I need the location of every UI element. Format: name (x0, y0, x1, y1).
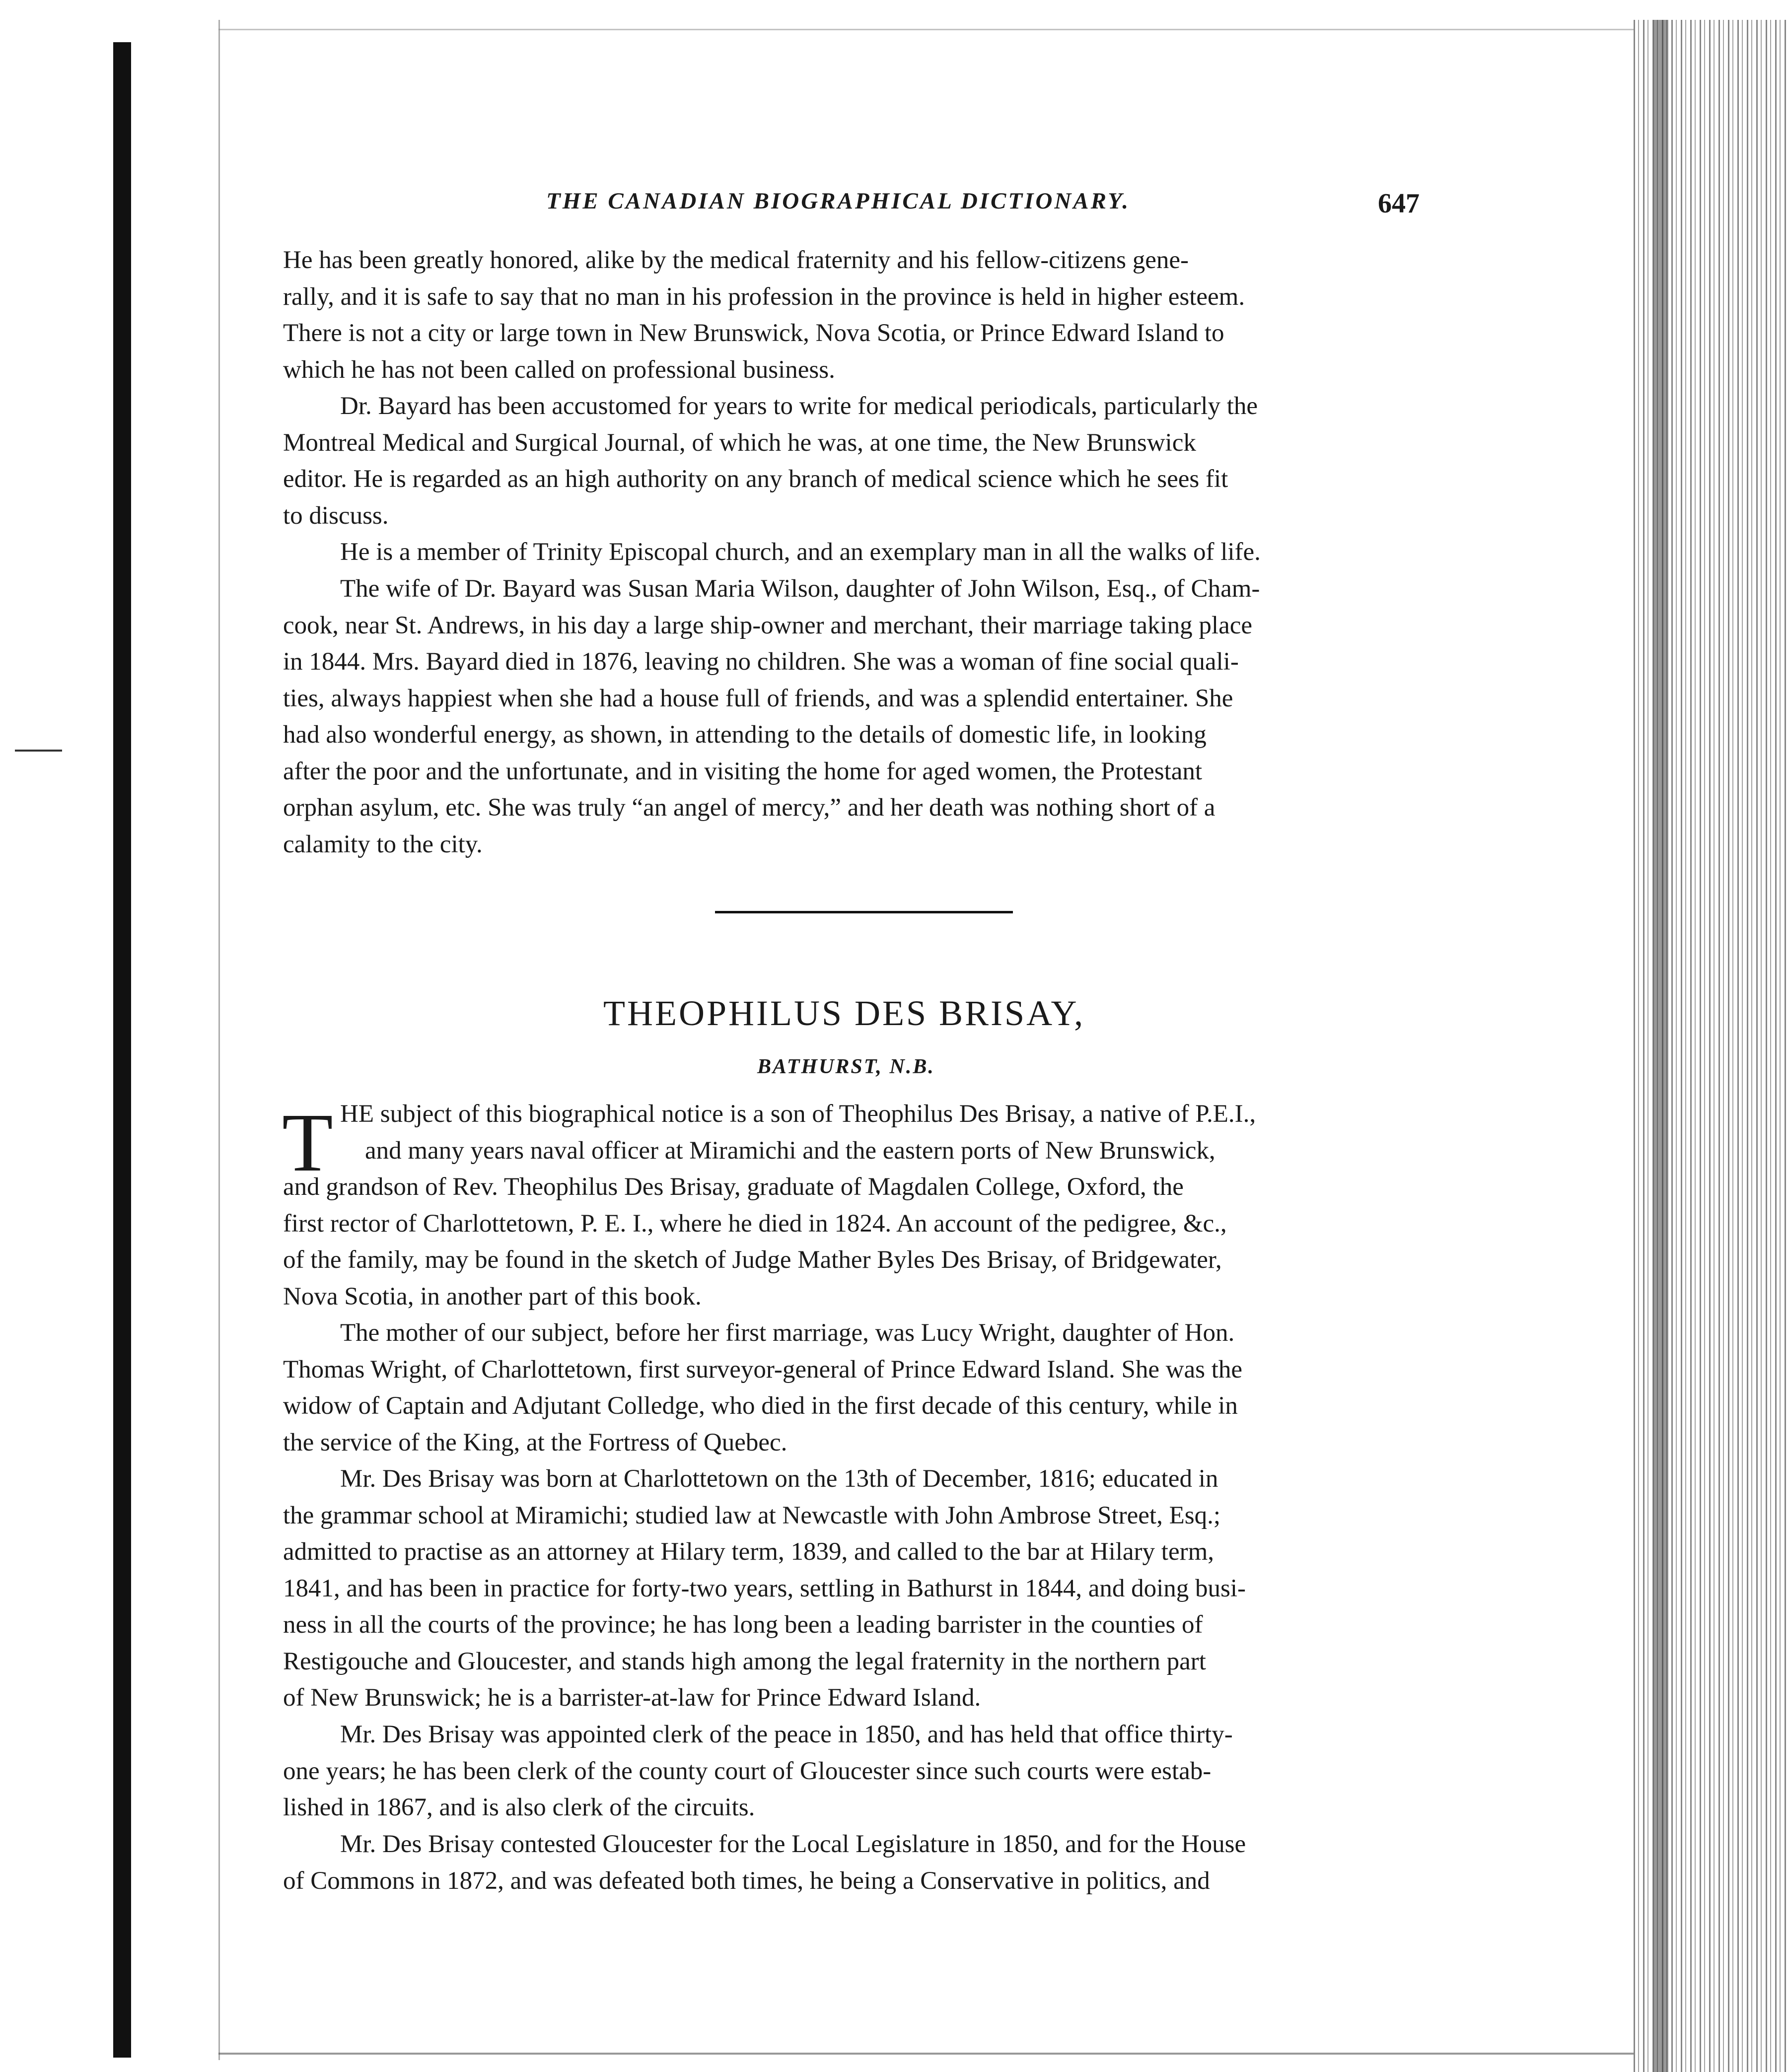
text-line: to discuss. (283, 501, 389, 530)
text-line: The wife of Dr. Bayard was Susan Maria Wilson, daughter of John Wilson, Esq., of Cham- (340, 575, 1260, 603)
text-line: the service of the King, at the Fortress of Quebec. (283, 1428, 787, 1456)
scan-page-edge-bottom (218, 2053, 1634, 2055)
paragraph (283, 1717, 1233, 1826)
paragraph (283, 1169, 1227, 1315)
paragraph (283, 388, 1258, 534)
text-line: in 1844. Mrs. Bayard died in 1876, leaving no children. She was a woman of fine social quali- (283, 648, 1239, 676)
paragraph (283, 1461, 1246, 1717)
text-line: cook, near St. Andrews, in his day a large ship-owner and merchant, their marriage taking place (283, 611, 1252, 639)
text-line: after the poor and the unfortunate, and in visiting the home for aged women, the Protestant (283, 757, 1203, 785)
text-line: Thomas Wright, of Charlottetown, first surveyor-general of Prince Edward Island. She was the (283, 1355, 1243, 1383)
text-line: lished in 1867, and is also clerk of the circuits. (283, 1794, 755, 1821)
paragraph (283, 534, 1261, 571)
article-title: THEOPHILUS DES BRISAY, (603, 993, 1085, 1033)
text-line: Mr. Des Brisay was appointed clerk of the peace in 1850, and has held that office thirty- (340, 1721, 1233, 1748)
text-line: which he has not been called on professional business. (283, 355, 835, 384)
text-line: HE subject of this biographical notice is a son of Theophilus Des Brisay, a native of P.E.I., (340, 1100, 1256, 1128)
paragraph (340, 1096, 1256, 1169)
text-line: first rector of Charlottetown, P. E. I., where he died in 1824. An account of the pedigree, &c., (283, 1209, 1227, 1238)
paragraph (283, 242, 1245, 388)
text-line: rally, and it is safe to say that no man in his profession in the province is held in higher esteem. (283, 282, 1245, 311)
section-divider (715, 911, 1013, 913)
page-number: 647 (1378, 188, 1420, 219)
text-line: Nova Scotia, in another part of this book. (283, 1282, 702, 1311)
text-line: calamity to the city. (283, 830, 483, 858)
text-line: Dr. Bayard has been accustomed for years to write for medical periodicals, particularly the (340, 392, 1258, 420)
text-line: and grandson of Rev. Theophilus Des Brisay, graduate of Magdalen College, Oxford, the (283, 1173, 1184, 1201)
text-line: and many years naval officer at Miramichi and the eastern ports of New Brunswick, (365, 1136, 1216, 1165)
scan-binding-shadow (113, 42, 131, 2058)
text-line: Mr. Des Brisay contested Gloucester for the Local Legislature in 1850, and for the House (340, 1830, 1246, 1858)
text-line: the grammar school at Miramichi; studied law at Newcastle with John Ambrose Street, Esq.; (283, 1501, 1220, 1529)
text-line: Restigouche and Gloucester, and stands high among the legal fraternity in the northern part (283, 1647, 1206, 1675)
text-line: 1841, and has been in practice for forty-two years, settling in Bathurst in 1844, and doing busi- (283, 1574, 1246, 1602)
text-line: There is not a city or large town in New Brunswick, Nova Scotia, or Prince Edward Island to (283, 319, 1224, 347)
drop-cap: T (282, 1097, 333, 1189)
text-line: had also wonderful energy, as shown, in attending to the details of domestic life, in looking (283, 721, 1207, 749)
text-line: widow of Captain and Adjutant Colledge, who died in the first decade of this century, while in (283, 1392, 1238, 1420)
paragraph (283, 571, 1260, 863)
paragraph (283, 1315, 1242, 1461)
text-line: The mother of our subject, before her first marriage, was Lucy Wright, daughter of Hon. (340, 1319, 1235, 1347)
scan-page-edge-top (218, 29, 1634, 30)
text-line: orphan asylum, etc. She was truly “an angel of mercy,” and her death was nothing short of a (283, 794, 1216, 822)
text-line: admitted to practise as an attorney at Hilary term, 1839, and called to the bar at Hilary term, (283, 1538, 1214, 1566)
scan-page-edge-right-shadow (1653, 20, 1668, 2072)
scan-mark (15, 750, 62, 752)
text-line: of the family, may be found in the sketch of Judge Mather Byles Des Brisay, of Bridgewater, (283, 1246, 1222, 1274)
paragraph (283, 1826, 1246, 1899)
article-location: BATHURST, N.B. (757, 1055, 935, 1078)
text-line: ties, always happiest when she had a house full of friends, and was a splendid entertainer. She (283, 684, 1233, 712)
text-line: of Commons in 1872, and was defeated both times, he being a Conservative in politics, and (283, 1866, 1210, 1895)
running-header: THE CANADIAN BIOGRAPHICAL DICTIONARY. (546, 188, 1131, 214)
text-line: editor. He is regarded as an high authority on any branch of medical science which he sees fit (283, 465, 1228, 493)
text-line: ness in all the courts of the province; he has long been a leading barrister in the counties of (283, 1611, 1203, 1639)
text-line: Mr. Des Brisay was born at Charlottetown on the 13th of December, 1816; educated in (340, 1465, 1218, 1493)
scan-page-edge-left (218, 20, 220, 2060)
text-line: of New Brunswick; he is a barrister-at-law for Prince Edward Island. (283, 1684, 981, 1712)
text-line: one years; he has been clerk of the county court of Gloucester since such courts were estab- (283, 1757, 1212, 1785)
text-line: He is a member of Trinity Episcopal church, and an exemplary man in all the walks of life. (340, 538, 1261, 566)
text-line: He has been greatly honored, alike by the medical fraternity and his fellow-citizens gene- (283, 246, 1189, 274)
text-line: Montreal Medical and Surgical Journal, of which he was, at one time, the New Brunswick (283, 428, 1196, 457)
